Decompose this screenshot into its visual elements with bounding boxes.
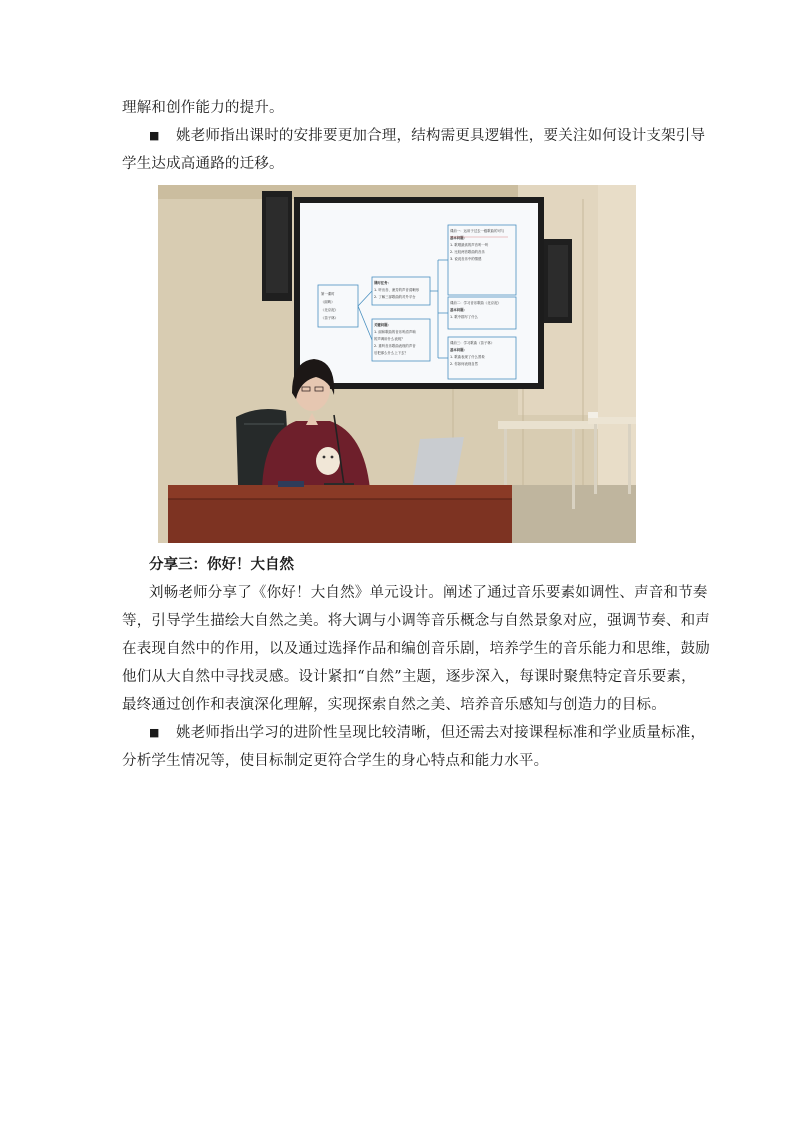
paragraph-2-line-5: 最终通过创作和表演深化理解，实现探索自然之美、培养音乐感知与创造力的目标。 bbox=[122, 697, 666, 713]
svg-text:课前一：运用于过去一级歌曲的可与: 课前一：运用于过去一级歌曲的可与 bbox=[450, 229, 505, 233]
lecture-photo bbox=[158, 185, 636, 543]
svg-text:3. 说说音乐中的情感: 3. 说说音乐中的情感 bbox=[450, 257, 482, 261]
svg-text:1. 听出音、流芳的声音清晰形: 1. 听出音、流芳的声音清晰形 bbox=[374, 288, 419, 292]
section-3-heading: 分享三：你好！大自然 bbox=[149, 557, 294, 573]
bullet-comment-2-line-2: 分析学生情况等，使目标制定更符合学生的身心特点和能力水平。 bbox=[122, 753, 549, 769]
svg-text:2. 你如何表现自然: 2. 你如何表现自然 bbox=[450, 362, 479, 366]
paragraph-tail: 理解和创作能力的提升。 bbox=[122, 100, 284, 116]
svg-text:2. 比较两首歌曲的音乐: 2. 比较两首歌曲的音乐 bbox=[450, 250, 485, 254]
svg-text:《苗子林》: 《苗子林》 bbox=[321, 316, 338, 320]
svg-text:后把那么什么上下去？: 后把那么什么上下去？ bbox=[374, 351, 408, 355]
svg-text:的声调用什么表现？: 的声调用什么表现？ bbox=[374, 337, 405, 341]
svg-text:课前三：学习歌曲《苗子林》: 课前三：学习歌曲《苗子林》 bbox=[450, 341, 495, 345]
paragraph-2-line-4: 他们从大自然中寻找灵感。设计紧扣“自然”主题，逐步深入，每课时聚焦特定音乐要素， bbox=[122, 669, 696, 685]
paragraph-2-line-1: 刘畅老师分享了《你好！大自然》单元设计。阐述了通过音乐要素如调性、声音和节奏 bbox=[149, 585, 708, 601]
paragraph-2-line-3: 在表现自然中的作用，以及通过选择作品和编创音乐剧，培养学生的音乐能力和思维，鼓励 bbox=[122, 641, 710, 657]
paragraph-2-line-2: 等，引导学生描绘大自然之美。将大调与小调等音乐概念与自然景象对应，强调节奏、和声 bbox=[122, 613, 710, 629]
bullet-comment-1-line-1: 姚老师指出课时的安排要更加合理，结构需更具逻辑性，要关注如何设计支架引导 bbox=[176, 128, 706, 144]
svg-text:1. 歌曲表现了什么景象: 1. 歌曲表现了什么景象 bbox=[450, 355, 485, 359]
svg-text:基本问题：: 基本问题： bbox=[450, 348, 467, 352]
svg-text:课前二：学习音乐歌曲《北京泥》: 课前二：学习音乐歌曲《北京泥》 bbox=[450, 301, 501, 305]
bullet-comment-2-line-1: 姚老师指出学习的进阶性呈现比较清晰，但还需去对接课程标准和学业质量标准， bbox=[176, 725, 706, 741]
svg-text:《丽映》: 《丽映》 bbox=[321, 300, 335, 304]
bullet-square-icon: ■ bbox=[149, 726, 160, 739]
bullet-comment-1-line-2: 学生达成高通路的迁移。 bbox=[122, 156, 284, 172]
svg-text:基本问题：: 基本问题： bbox=[450, 236, 467, 240]
lectern-desk bbox=[168, 485, 512, 499]
svg-text:基本问题：: 基本问题： bbox=[450, 308, 467, 312]
svg-text:课时任务：: 课时任务： bbox=[374, 281, 391, 285]
svg-text:2. 重听音乐歌曲表现的声音: 2. 重听音乐歌曲表现的声音 bbox=[374, 344, 416, 348]
bullet-square-icon: ■ bbox=[149, 129, 160, 142]
svg-text:《北京泥》: 《北京泥》 bbox=[321, 308, 338, 312]
slide-center-title: 第一课时 bbox=[321, 292, 335, 296]
svg-text:关键问题：: 关键问题： bbox=[374, 323, 391, 327]
svg-text:1. 丽和歌曲的音乐听清声响: 1. 丽和歌曲的音乐听清声响 bbox=[374, 330, 416, 334]
svg-text:1. 歌中描写了什么: 1. 歌中描写了什么 bbox=[450, 315, 479, 319]
svg-text:1. 歌唱最高的声音听一听: 1. 歌唱最高的声音听一听 bbox=[450, 243, 489, 247]
svg-text:2. 了解三部歌曲的对外平台: 2. 了解三部歌曲的对外平台 bbox=[374, 295, 416, 299]
